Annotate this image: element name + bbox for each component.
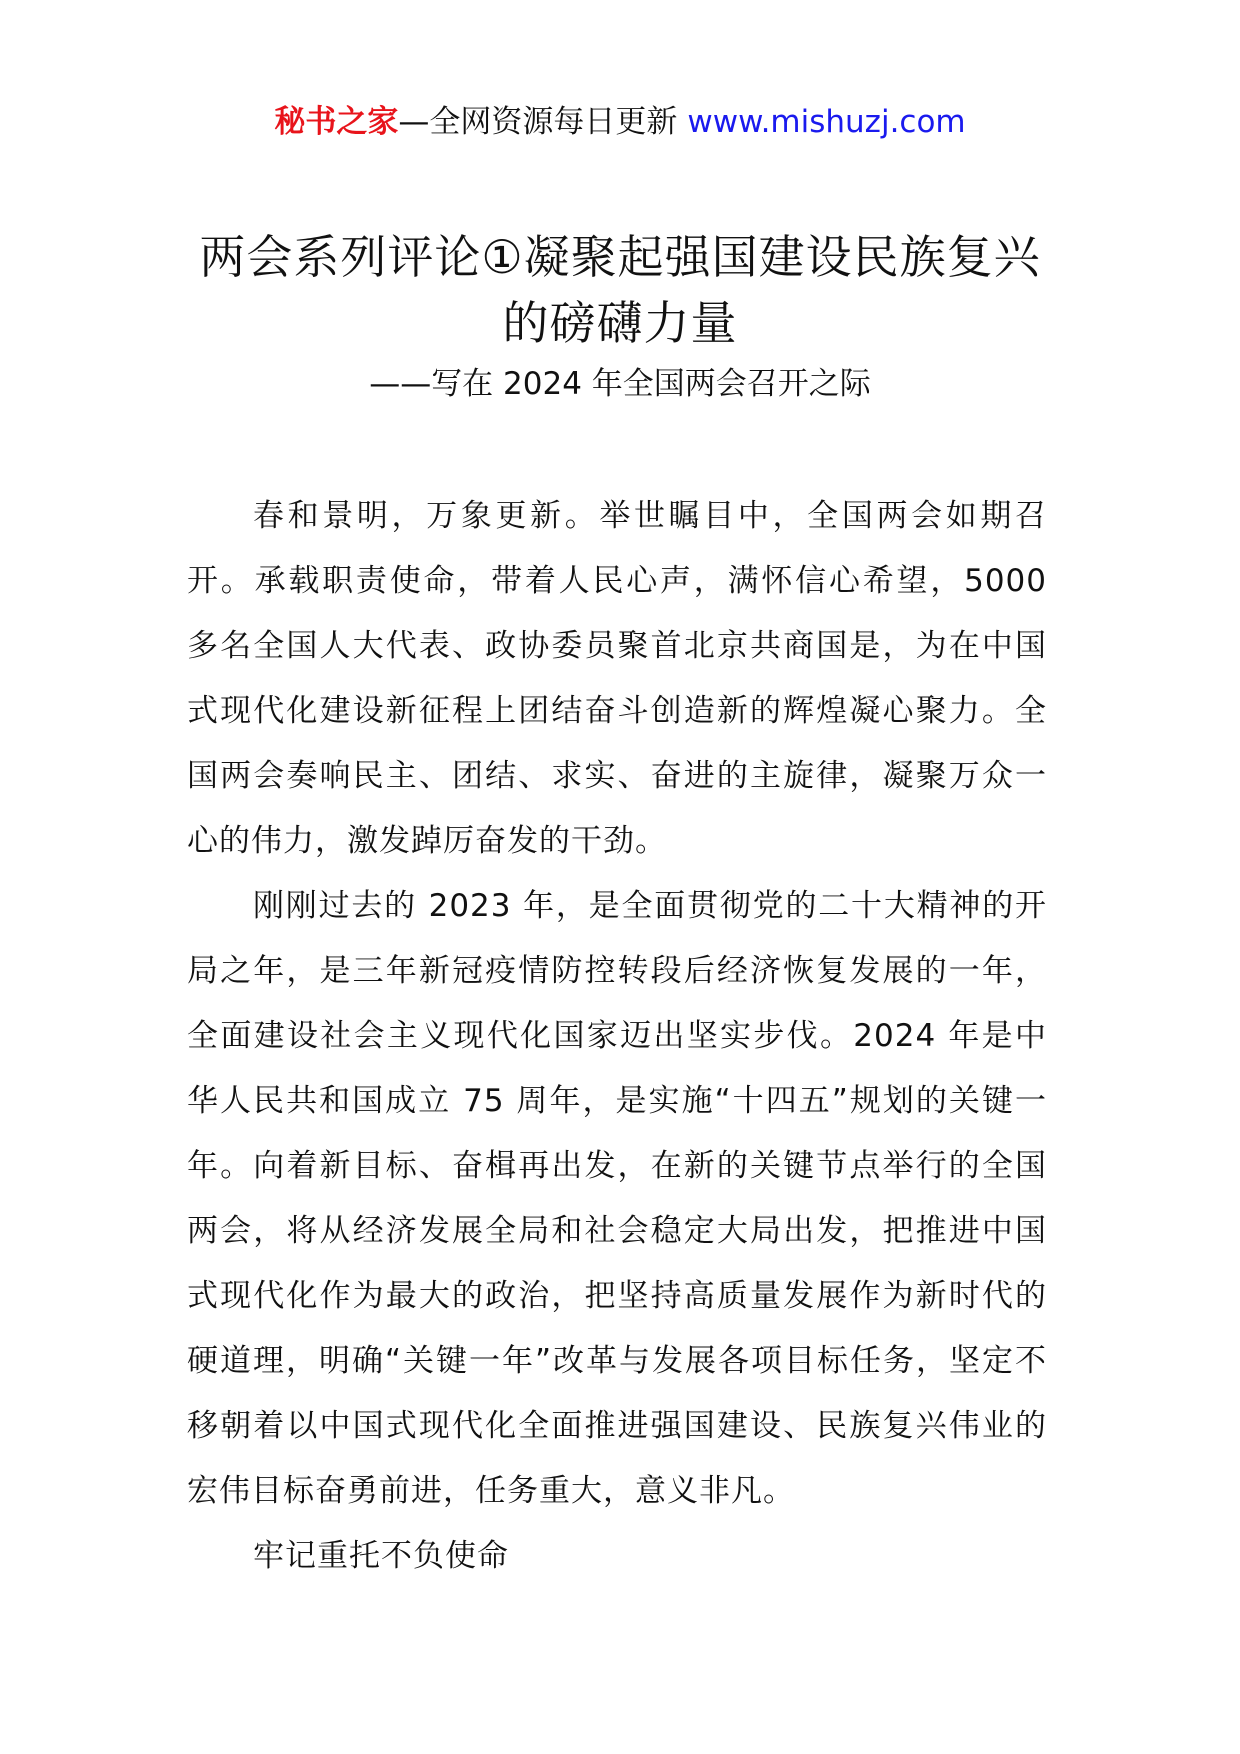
paragraph-1: 春和景明，万象更新。举世瞩目中，全国两会如期召开。承载职责使命，带着人民心声，满怀信心希望，5000 多名全国人大代表、政协委员聚首北京共商国是，为在中国式现代化建设新征程上团结奋斗创造新的辉煌凝心聚力。全国两会奏响民主、团结、求实、奋进的主旋律，凝聚万众一心的伟力，激发踔厉奋发的干劲。 — [187, 498, 1047, 859]
site-tagline: —全网资源每日更新 — [398, 104, 678, 140]
article-title-line-2: 的磅礴力量 — [502, 296, 738, 350]
site-header — [0, 100, 1240, 144]
section-heading: 牢记重托不负使命 — [253, 1538, 509, 1574]
site-url-link[interactable]: www.mishuzj.com — [687, 104, 966, 140]
paragraph-2: 刚刚过去的 2023 年，是全面贯彻党的二十大精神的开局之年，是三年新冠疫情防控转段后经济恢复发展的一年，全面建设社会主义现代化国家迈出坚实步伐。2024 年是中华人民共和国成立 75 周年，是实施“十四五”规划的关键一年。向着新目标、奋楫再出发，在新的关键节点举行的全国两会，将从经济发展全局和社会稳定大局出发，把推进中国式现代化作为最大的政治，把坚持高质量发展作为新时代的硬道理，明确“关键一年”改革与发展各项目标任务，坚定不移朝着以中国式现代化全面推进强国建设、民族复兴伟业的宏伟目标奋勇前进，任务重大，意义非凡。 — [187, 888, 1047, 1509]
article-title-line-1: 两会系列评论①凝聚起强国建设民族复兴 — [199, 230, 1041, 284]
article-body — [187, 484, 1047, 1589]
article-subtitle: ——写在 2024 年全国两会召开之际 — [369, 366, 871, 402]
site-brand: 秘书之家 — [274, 104, 399, 140]
article-title — [150, 224, 1090, 356]
